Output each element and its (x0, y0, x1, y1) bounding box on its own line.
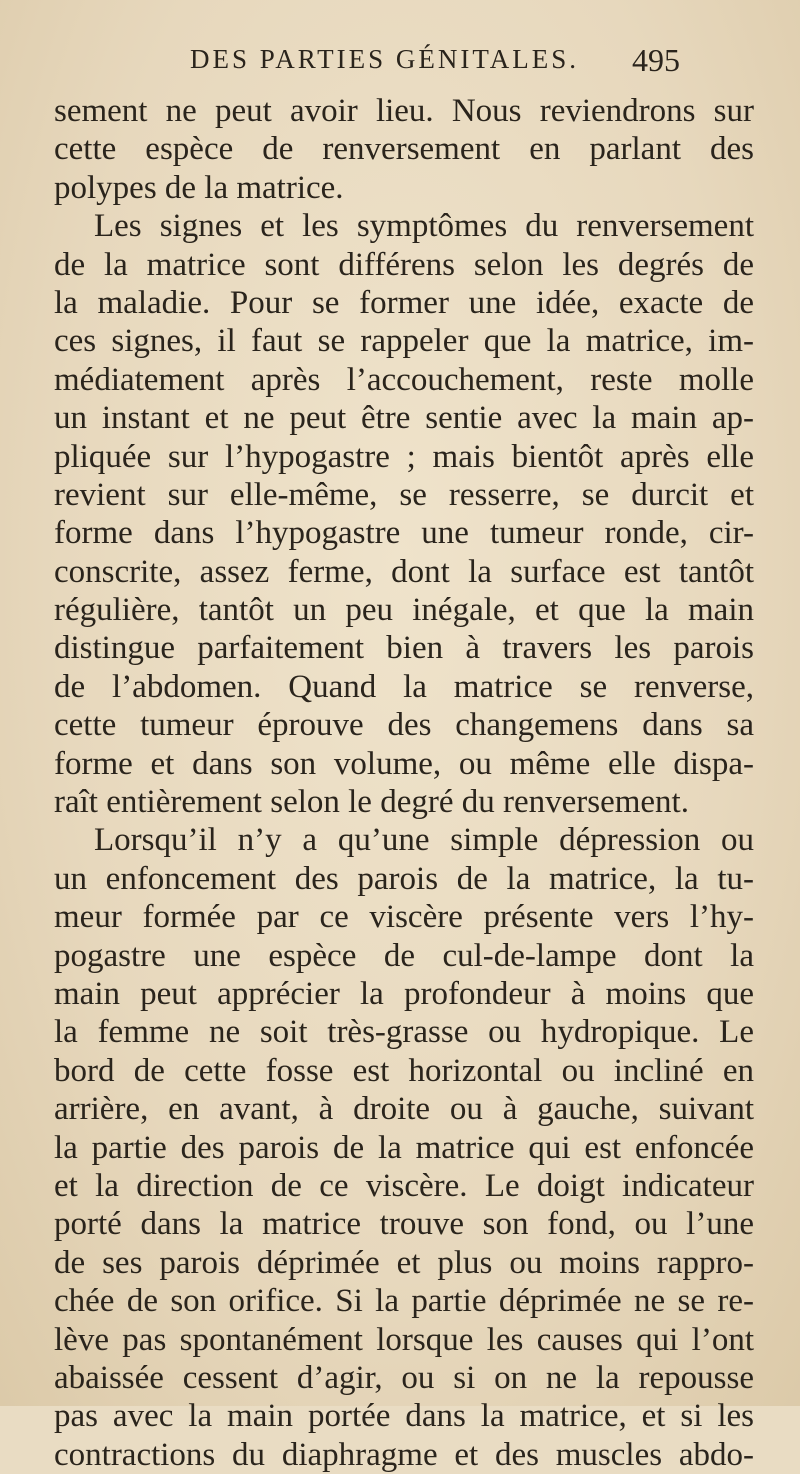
text-line: arrière, en avant, à droite ou à gauche, suivant (54, 1091, 754, 1128)
text-line: médiatement après l’accouchement, reste molle (54, 361, 754, 398)
text-line: conscrite, assez ferme, dont la surface est tantôt (54, 553, 754, 590)
text-line: de ses parois déprimée et plus ou moins rappro- (54, 1244, 754, 1281)
text-line: forme et dans son volume, ou même elle dispa- (54, 745, 754, 782)
text-line: pas avec la main portée dans la matrice, et si les (54, 1398, 754, 1435)
text-line: et la direction de ce viscère. Le doigt indicateur (54, 1167, 754, 1204)
text-line: de la matrice sont différens selon les degrés de (54, 246, 754, 283)
text-line: Lorsqu’il n’y a qu’une simple dépression ou (94, 822, 754, 859)
text-line: pogastre une espèce de cul-de-lampe dont la (54, 937, 754, 974)
text-line: Les signes et les symptômes du renversement (94, 208, 754, 245)
text-line: ces signes, il faut se rappeler que la matrice, im- (54, 323, 754, 360)
text-line: sement ne peut avoir lieu. Nous reviendrons sur (54, 93, 754, 129)
text-line: raît entièrement selon le degré du renversement. (54, 784, 689, 821)
page-header (0, 44, 800, 92)
text-line: de l’abdomen. Quand la matrice se renverse, (54, 668, 754, 705)
text-line: bord de cette fosse est horizontal ou incliné en (54, 1052, 754, 1089)
text-line: polypes de la matrice. (54, 169, 344, 206)
text-line: porté dans la matrice trouve son fond, ou l’une (54, 1206, 754, 1243)
page-number: 495 (632, 42, 680, 78)
text-line: la partie des parois de la matrice qui est enfoncée (54, 1129, 754, 1166)
text-line: chée de son orifice. Si la partie déprimée ne se re- (54, 1283, 754, 1320)
text-line: abaissée cessent d’agir, ou si on ne la repousse (54, 1359, 754, 1396)
text-line: la femme ne soit très-grasse ou hydropique. Le (54, 1014, 754, 1051)
text-line: meur formée par ce viscère présente vers l’hy- (54, 899, 754, 936)
text-line: contractions du diaphragme et des muscles abdo- (54, 1436, 754, 1473)
text-line: la maladie. Pour se former une idée, exacte de (54, 284, 754, 321)
text-line: cette espèce de renversement en parlant des (54, 131, 754, 168)
text-line: un instant et ne peut être sentie avec la main ap- (54, 400, 754, 437)
text-line: revient sur elle-même, se resserre, se durcit et (54, 476, 754, 513)
text-line: pliquée sur l’hypogastre ; mais bientôt après elle (54, 438, 754, 475)
text-line: main peut apprécier la profondeur à moins que (54, 975, 754, 1012)
text-line: distingue parfaitement bien à travers les parois (54, 630, 754, 667)
running-title: DES PARTIES GÉNITALES. (190, 44, 579, 74)
text-line: régulière, tantôt un peu inégale, et que la main (54, 592, 754, 629)
text-line: un enfoncement des parois de la matrice, la tu- (54, 860, 754, 897)
text-line: forme dans l’hypogastre une tumeur ronde, cir- (54, 515, 754, 552)
text-line: cette tumeur éprouve des changemens dans sa (54, 707, 754, 744)
text-line: lève pas spontanément lorsque les causes qui l’ont (54, 1321, 754, 1358)
body-text (54, 92, 754, 1474)
